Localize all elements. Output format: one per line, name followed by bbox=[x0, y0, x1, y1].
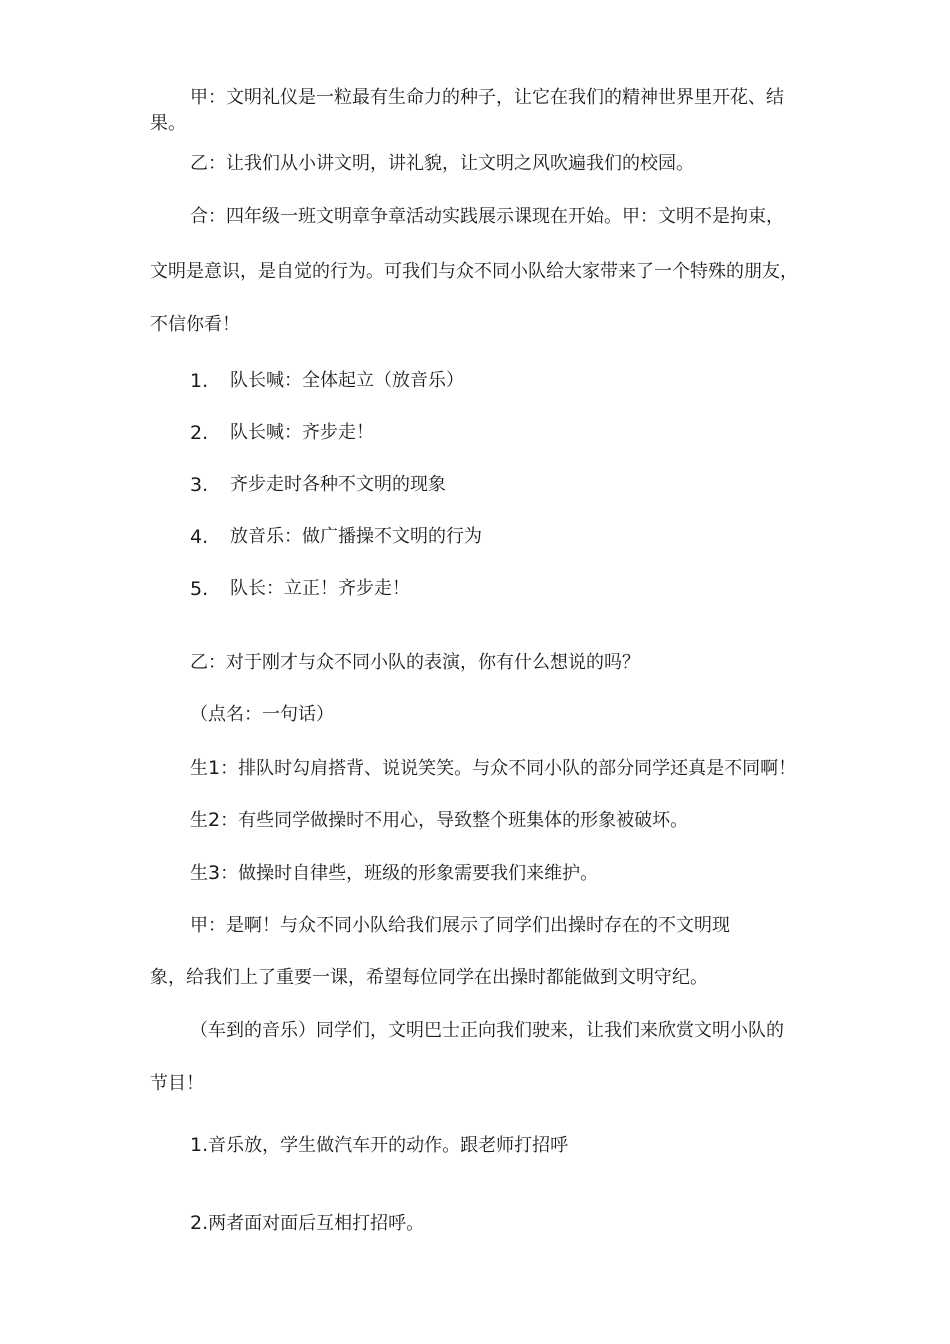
jia-response-line1: 甲：是啊！与众不同小队给我们展示了同学们出操时存在的不文明现 bbox=[190, 915, 730, 936]
list-item-number: 2. bbox=[190, 1212, 209, 1234]
bus-step-2 bbox=[190, 1211, 424, 1236]
bus-step-1 bbox=[190, 1133, 568, 1158]
list-item-text: 队长：立正！齐步走！ bbox=[230, 578, 410, 599]
student-text: ：有些同学做操时不用心，导致整个班集体的形象被破坏。 bbox=[220, 810, 689, 831]
paragraph-he-line1: 合：四年级一班文明章争章活动实践展示课现在开始。甲：文明不是拘束， bbox=[190, 206, 784, 227]
list-item-text: 音乐放，学生做汽车开的动作。跟老师打招呼 bbox=[208, 1135, 569, 1156]
student-number: 1 bbox=[208, 757, 221, 779]
list-item-text: 队长喊：全体起立（放音乐） bbox=[230, 370, 464, 391]
paragraph-jia-intro-line2: 果。 bbox=[150, 113, 186, 134]
paragraph-yi-intro: 乙：让我们从小讲文明，讲礼貌，让文明之风吹遍我们的校园。 bbox=[190, 153, 694, 174]
student-number: 3 bbox=[208, 862, 221, 884]
paragraph-jia-intro-line1: 甲：文明礼仪是一粒最有生命力的种子，让它在我们的精神世界里开花、结 bbox=[190, 87, 784, 108]
list-item-text: 放音乐：做广播操不文明的行为 bbox=[230, 526, 482, 547]
student-label: 生 bbox=[190, 758, 208, 779]
list-item-number: 1. bbox=[190, 370, 209, 392]
student-text: ：排队时勾肩搭背、说说笑笑。与众不同小队的部分同学还真是不同啊！ bbox=[220, 758, 797, 779]
jia-response-line2: 象，给我们上了重要一课，希望每位同学在出操时都能做到文明守纪。 bbox=[150, 967, 708, 988]
paragraph-he-line2: 文明是意识，是自觉的行为。可我们与众不同小队给大家带来了一个特殊的朋友， bbox=[150, 261, 798, 282]
list-item-number: 4. bbox=[190, 526, 209, 548]
paragraph-he-line3: 不信你看！ bbox=[150, 314, 240, 335]
student-text: ：做操时自律些，班级的形象需要我们来维护。 bbox=[220, 863, 599, 884]
student-number: 2 bbox=[208, 809, 221, 831]
list-item-number: 3. bbox=[190, 474, 209, 496]
note-line: （点名：一句话） bbox=[190, 704, 334, 725]
list-item-number: 1. bbox=[190, 1134, 209, 1156]
list-item-text: 两者面对面后互相打招呼。 bbox=[208, 1213, 425, 1234]
list-item-text: 队长喊：齐步走！ bbox=[230, 422, 374, 443]
student-label: 生 bbox=[190, 863, 208, 884]
student-3-line bbox=[190, 861, 598, 886]
student-1-line bbox=[190, 756, 796, 781]
student-2-line bbox=[190, 808, 688, 833]
question-line: 乙：对于刚才与众不同小队的表演，你有什么想说的吗？ bbox=[190, 652, 640, 673]
bus-music-line1: （车到的音乐）同学们，文明巴士正向我们驶来，让我们来欣赏文明小队的 bbox=[190, 1020, 784, 1041]
list-item-text: 齐步走时各种不文明的现象 bbox=[230, 474, 446, 495]
list-item-number: 2. bbox=[190, 422, 209, 444]
bus-music-line2: 节目！ bbox=[150, 1073, 204, 1094]
student-label: 生 bbox=[190, 810, 208, 831]
list-item-number: 5. bbox=[190, 578, 209, 600]
